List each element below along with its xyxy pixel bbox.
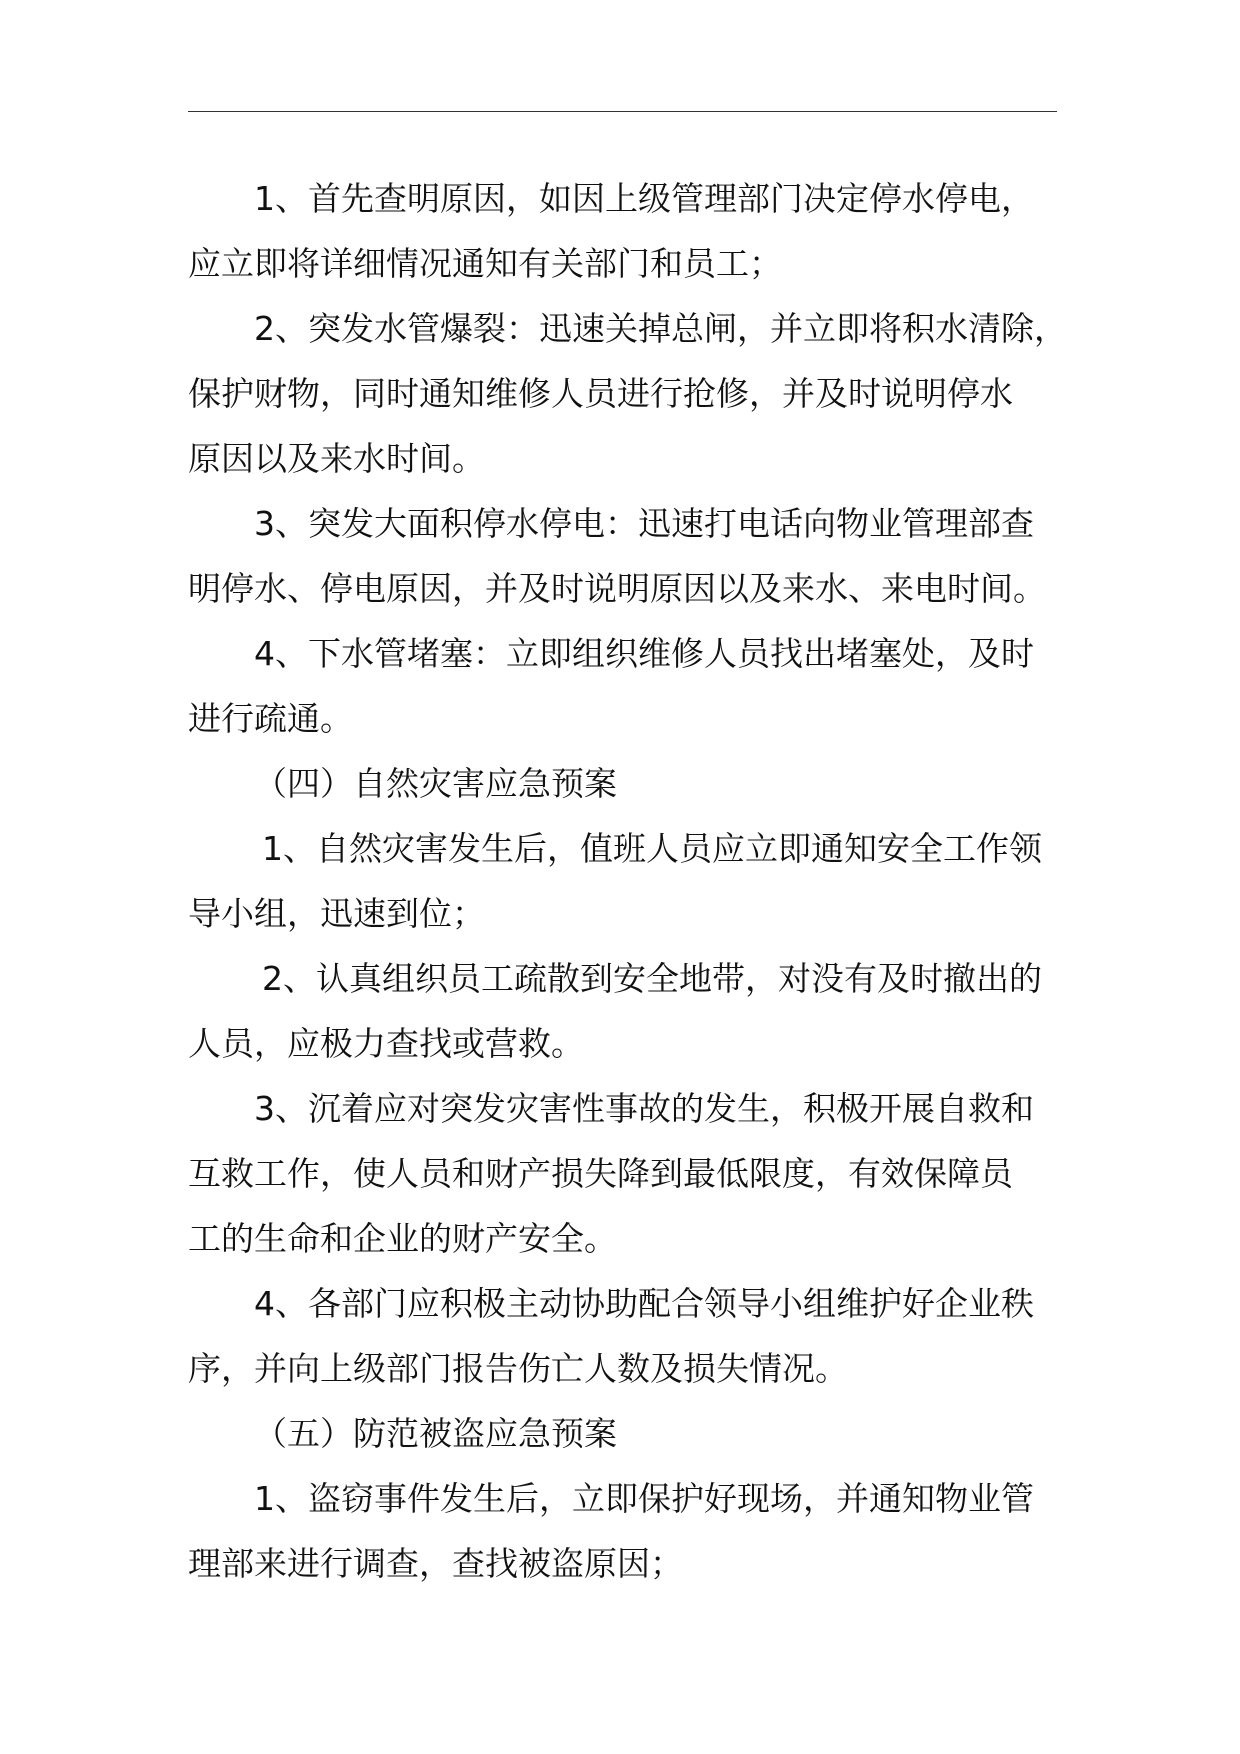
text-line: 1、盗窃事件发生后，立即保护好现场，并通知物业管	[254, 1479, 1034, 1518]
text-line: 人员，应极力查找或营救。	[188, 1024, 584, 1063]
text-line: 互救工作，使人员和财产损失降到最低限度，有效保障员	[188, 1154, 1013, 1193]
text-line: 2、认真组织员工疏散到安全地带，对没有及时撤出的	[262, 959, 1042, 998]
text-line: 应立即将详细情况通知有关部门和员工；	[188, 244, 782, 283]
text-line: 序，并向上级部门报告伤亡人数及损失情况。	[188, 1349, 848, 1388]
text-line: 4、各部门应积极主动协助配合领导小组维护好企业秩	[254, 1284, 1034, 1323]
text-line: 工的生命和企业的财产安全。	[188, 1219, 617, 1258]
text-line: 进行疏通。	[188, 699, 353, 738]
section-heading-text: （五）防范被盗应急预案	[254, 1414, 617, 1453]
text-line: 1、自然灾害发生后，值班人员应立即通知安全工作领	[262, 829, 1042, 868]
paragraph	[188, 621, 1083, 751]
text-line: 3、沉着应对突发灾害性事故的发生，积极开展自救和	[254, 1089, 1034, 1128]
text-line: 理部来进行调查，查找被盗原因；	[188, 1544, 683, 1583]
section-heading	[188, 751, 1083, 816]
paragraph	[188, 166, 1083, 296]
header-rule	[188, 111, 1057, 112]
text-line: 原因以及来水时间。	[188, 439, 485, 478]
paragraph	[188, 1466, 1083, 1596]
paragraph	[188, 946, 1083, 1076]
text-line: 2、突发水管爆裂：迅速关掉总闸，并立即将积水清除，	[254, 309, 1067, 348]
paragraph	[188, 1076, 1083, 1271]
text-line: 1、首先查明原因，如因上级管理部门决定停水停电，	[254, 179, 1034, 218]
text-line: 导小组，迅速到位；	[188, 894, 485, 933]
document-body	[188, 166, 1083, 1596]
section-heading	[188, 1401, 1083, 1466]
section-heading-text: （四）自然灾害应急预案	[254, 764, 617, 803]
text-line: 3、突发大面积停水停电：迅速打电话向物业管理部查	[254, 504, 1034, 543]
text-line: 4、下水管堵塞：立即组织维修人员找出堵塞处，及时	[254, 634, 1034, 673]
text-line: 保护财物，同时通知维修人员进行抢修，并及时说明停水	[188, 374, 1013, 413]
paragraph	[188, 296, 1083, 491]
paragraph	[188, 1271, 1083, 1401]
paragraph	[188, 491, 1083, 621]
text-line: 明停水、停电原因，并及时说明原因以及来水、来电时间。	[188, 569, 1046, 608]
paragraph	[188, 816, 1083, 946]
